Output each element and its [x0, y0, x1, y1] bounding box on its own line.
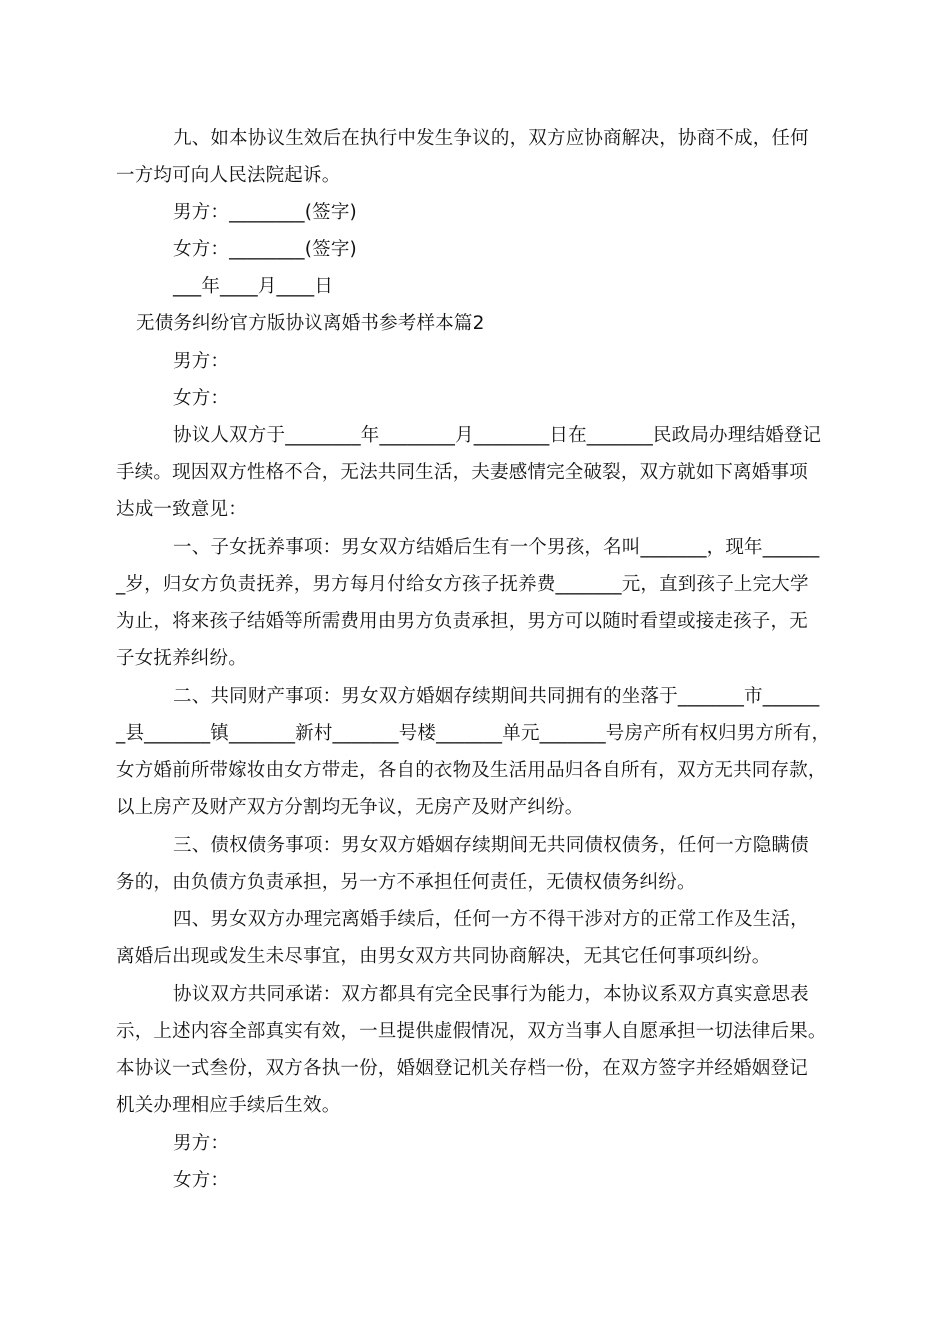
commitment-line-2: 示，上述内容全部真实有效，一旦提供虚假情况，双方当事人自愿承担一切法律后果。 [116, 1021, 827, 1042]
commitment-line-1: 协议双方共同承诺：双方都具有完全民事行为能力，本协议系双方真实意思表 [173, 984, 809, 1005]
clause-nine-line-2: 一方均可向人民法院起诉。 [116, 165, 341, 186]
debt-line-2: 务的，由负债方负责承担，另一方不承担任何责任，无债权债务纠纷。 [116, 872, 696, 893]
commitment-line-4: 机关办理相应手续后生效。 [116, 1095, 341, 1116]
wife-signature-line: 女方：________(签字) [173, 239, 357, 260]
child-custody-line-1: 一、子女抚养事项：男女双方结婚后生有一个男孩，名叫_______，现年______ [173, 537, 820, 558]
post-divorce-line-1: 四、男女双方办理完离婚手续后，任何一方不得干涉对方的正常工作及生活， [173, 909, 809, 930]
post-divorce-line-2: 离婚后出现或发生未尽事宜，由男女双方共同协商解决，无其它任何事项纠纷。 [116, 946, 771, 967]
child-custody-line-3: 为止，将来孩子结婚等所需费用由男方负责承担，男方可以随时看望或接走孩子，无 [116, 611, 808, 632]
intro-paragraph-line-3: 达成一致意见： [116, 499, 247, 520]
husband-label: 男方： [173, 351, 230, 372]
child-custody-line-2: _岁，归女方负责抚养，男方每月付给女方孩子抚养费_______元，直到孩子上完大学 [116, 574, 809, 595]
intro-paragraph-line-1: 协议人双方于________年________月________日在_______民政局办理结婚登记 [173, 425, 822, 446]
closing-wife-label: 女方： [173, 1170, 230, 1191]
intro-paragraph-line-2: 手续。现因双方性格不合，无法共同生活，夫妻感情完全破裂，双方就如下离婚事项 [116, 462, 808, 483]
property-line-4: 以上房产及财产双方分割均无争议，无房产及财产纠纷。 [116, 797, 584, 818]
property-line-1: 二、共同财产事项：男女双方婚姻存续期间共同拥有的坐落于_______市______ [173, 686, 820, 707]
debt-line-1: 三、债权债务事项：男女双方婚姻存续期间无共同债权债务，任何一方隐瞒债 [173, 835, 809, 856]
clause-nine-line-1: 九、如本协议生效后在执行中发生争议的，双方应协商解决，协商不成，任何 [173, 128, 809, 149]
husband-signature-line: 男方：________(签字) [173, 202, 357, 223]
commitment-line-3: 本协议一式叁份，双方各执一份，婚姻登记机关存档一份，在双方签字并经婚姻登记 [116, 1058, 808, 1079]
property-line-3: 女方婚前所带嫁妆由女方带走，各自的衣物及生活用品归各自所有，双方无共同存款， [116, 760, 827, 781]
section-title: 无债务纠纷官方版协议离婚书参考样本篇2 [136, 313, 485, 334]
closing-husband-label: 男方： [173, 1133, 230, 1154]
property-line-2: _县_______镇_______新村_______号楼_______单元_______号房产所有权归男方所有， [116, 723, 831, 744]
wife-label: 女方： [173, 388, 230, 409]
child-custody-line-4: 子女抚养纠纷。 [116, 648, 247, 669]
date-line: ___年____月____日 [173, 276, 334, 297]
